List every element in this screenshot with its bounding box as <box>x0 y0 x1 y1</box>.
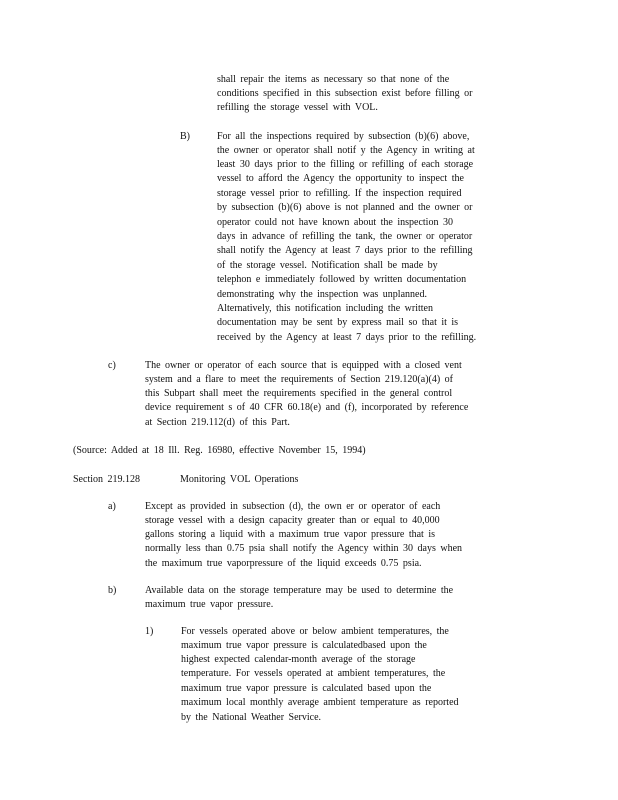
paragraph-line: Except as provided in subsection (d), the own er or operator of each <box>145 501 441 512</box>
item-label-a: a) <box>108 501 116 512</box>
paragraph-line: of the storage vessel. Notification shall be made by <box>217 260 438 271</box>
paragraph-line: For vessels operated above or below ambient temperatures, the <box>181 626 449 637</box>
item-label-1: 1) <box>145 626 154 637</box>
paragraph-line: at Section 219.112(d) of this Part. <box>145 417 290 428</box>
paragraph-line: refilling the storage vessel with VOL. <box>217 102 378 113</box>
paragraph-line: system and a flare to meet the requirements of Section 219.120(a)(4) of <box>145 374 454 385</box>
paragraph-line: operator could not have known about the inspection 30 <box>217 217 453 228</box>
paragraph-line: received by the Agency at least 7 days prior to the refilling. <box>217 332 477 343</box>
paragraph-line: maximum true vapor pressure. <box>145 599 274 610</box>
paragraph-line: conditions specified in this subsection exist before filling or <box>217 88 473 99</box>
paragraph-line: the maximum true vaporpressure of the liquid exceeds 0.75 psia. <box>145 558 422 569</box>
item-label-b: b) <box>108 585 117 596</box>
paragraph-line: normally less than 0.75 psia shall notify the Agency within 30 days when <box>145 543 463 554</box>
paragraph-line: maximum local monthly average ambient temperature as reported <box>181 697 459 708</box>
paragraph-line: Available data on the storage temperature may be used to determine the <box>145 585 454 596</box>
paragraph-line: by subsection (b)(6) above is not planned and the owner or <box>217 202 473 213</box>
item-label-B: B) <box>180 131 190 142</box>
paragraph-line: telephon e immediately followed by written documentation <box>217 274 467 285</box>
paragraph-line: temperature. For vessels operated at ambient temperatures, the <box>181 668 446 679</box>
paragraph-line: demonstrating why the inspection was unplanned. <box>217 289 427 300</box>
paragraph-line: days in advance of refilling the tank, the owner or operator <box>217 231 473 242</box>
paragraph-line: vessel to afford the Agency the opportunity to inspect the <box>217 173 464 184</box>
paragraph-line: the owner or operator shall notif y the Agency in writing at <box>217 145 475 156</box>
paragraph-line: The owner or operator of each source that is equipped with a closed vent <box>145 360 462 371</box>
paragraph-line: maximum true vapor pressure is calculatedbased upon the <box>181 640 427 651</box>
item-label-c: c) <box>108 360 116 371</box>
paragraph-line: documentation may be sent by express mail so that it is <box>217 317 459 328</box>
paragraph-line: maximum true vapor pressure is calculated based upon the <box>181 683 432 694</box>
section-title: Monitoring VOL Operations <box>180 474 299 485</box>
paragraph-line: device requirement s of 40 CFR 60.18(e) and (f), incorporated by reference <box>145 402 469 413</box>
paragraph-line: storage vessel prior to refilling. If the inspection required <box>217 188 462 199</box>
section-number: Section 219.128 <box>73 474 140 485</box>
paragraph-line: shall repair the items as necessary so that none of the <box>217 74 450 85</box>
paragraph-line: highest expected calendar-month average of the storage <box>181 654 416 665</box>
paragraph-line: least 30 days prior to the filling or refilling of each storage <box>217 159 474 170</box>
paragraph-line: by the National Weather Service. <box>181 712 322 723</box>
paragraph-line: storage vessel with a design capacity greater than or equal to 40,000 <box>145 515 440 526</box>
paragraph-line: this Subpart shall meet the requirements specified in the general control <box>145 388 453 399</box>
paragraph-line: For all the inspections required by subsection (b)(6) above, <box>217 131 470 142</box>
paragraph-line: gallons storing a liquid with a maximum true vapor pressure that is <box>145 529 436 540</box>
paragraph-line: shall notify the Agency at least 7 days prior to the refilling <box>217 245 473 256</box>
source-note: (Source: Added at 18 Ill. Reg. 16980, effective November 15, 1994) <box>73 445 366 456</box>
paragraph-line: Alternatively, this notification including the written <box>217 303 433 314</box>
